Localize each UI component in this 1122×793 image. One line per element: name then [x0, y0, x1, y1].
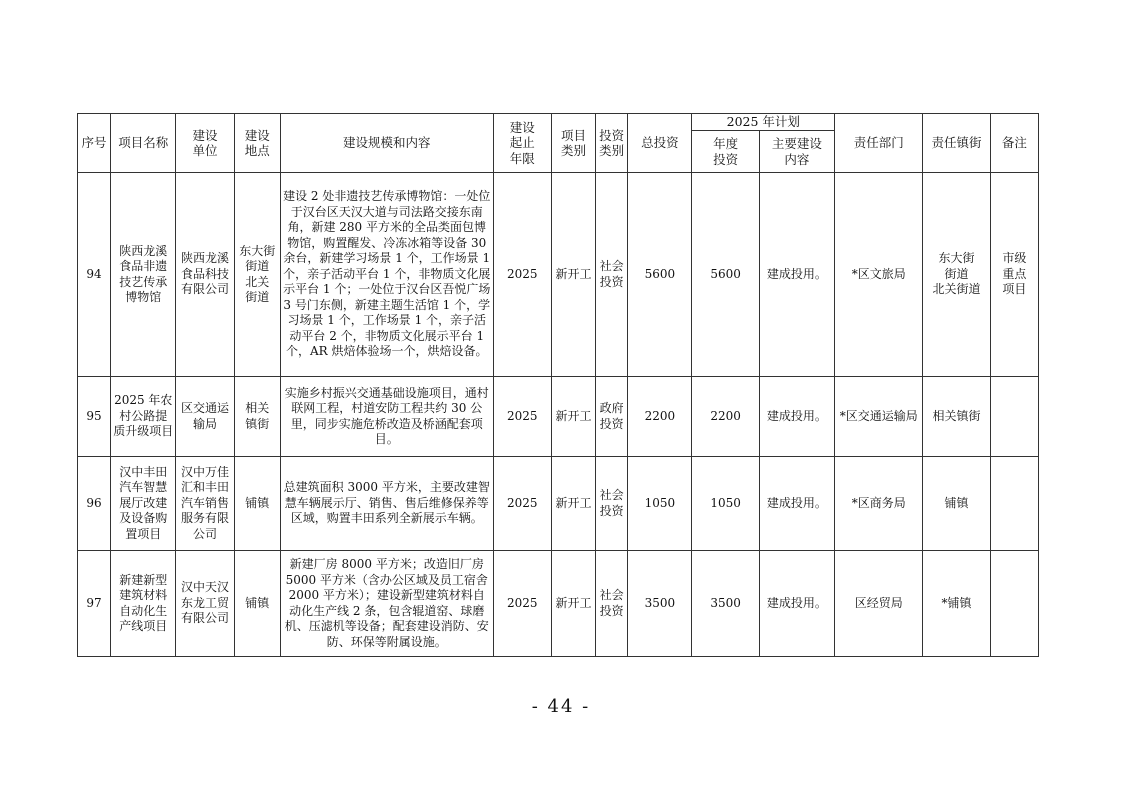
- cell-category: 新开工: [551, 173, 595, 377]
- cell-street: 东大街 街道 北关街道: [923, 173, 990, 377]
- cell-plan-content: 建成投用。: [759, 377, 834, 457]
- header-seq: 序号: [78, 114, 111, 173]
- cell-content: 新建厂房 8000 平方米；改造旧厂房 5000 平方米（含办公区域及员工宿舍 2000 平方米）；建设新型建筑材料自动化生产线 2 条，包含辊道窑、球磨机、压滤机等设备；配套建设消防、安防、环保等附属设施。: [280, 551, 493, 657]
- cell-plan-content: 建成投用。: [759, 457, 834, 551]
- cell-street: 相关镇街: [923, 377, 990, 457]
- header-invest-type: 投资 类别: [596, 114, 628, 173]
- cell-name: 2025 年农 村公路提 质升级项目: [111, 377, 176, 457]
- cell-plan-invest: 3500: [692, 551, 759, 657]
- header-category: 项目 类别: [551, 114, 595, 173]
- cell-plan-invest: 5600: [692, 173, 759, 377]
- cell-remark: [990, 377, 1038, 457]
- header-plan-invest: 年度 投资: [692, 131, 759, 173]
- cell-remark: 市级 重点 项目: [990, 173, 1038, 377]
- cell-period: 2025: [493, 551, 551, 657]
- cell-total: 3500: [628, 551, 692, 657]
- cell-remark: [990, 551, 1038, 657]
- cell-invest-type: 社会 投资: [596, 173, 628, 377]
- cell-unit: 汉中万佳 汇和丰田 汽车销售 服务有限 公司: [176, 457, 234, 551]
- header-location: 建设 地点: [234, 114, 280, 173]
- cell-location: 铺镇: [234, 457, 280, 551]
- cell-total: 5600: [628, 173, 692, 377]
- cell-seq: 96: [78, 457, 111, 551]
- cell-invest-type: 社会 投资: [596, 457, 628, 551]
- table-row: [78, 173, 1039, 377]
- cell-seq: 94: [78, 173, 111, 377]
- header-unit: 建设 单位: [176, 114, 234, 173]
- cell-content: 建设 2 处非遗技艺传承博物馆：一处位于汉台区天汉大道与司法路交接东南角，新建 280 平方米的全品类面包博物馆，购置醒发、冷冻冰箱等设备 30 余台，新建学习场景 1 个，工作场景 1 个，亲子活动平台 1 个，非物质文化展示平台 1 个；一处位于汉台区吾悦广场 3 号门东侧，新建主题生活馆 1 个，学习场景 1 个，工作场景 1 个，亲子活动平台 2 个，非物质文化展示平台 1 个，AR 烘焙体验场一个，烘焙设备。: [280, 173, 493, 377]
- cell-location: 东大街 街道 北关 街道: [234, 173, 280, 377]
- cell-total: 1050: [628, 457, 692, 551]
- cell-period: 2025: [493, 457, 551, 551]
- cell-location: 铺镇: [234, 551, 280, 657]
- cell-name: 陕西龙溪 食品非遗 技艺传承 博物馆: [111, 173, 176, 377]
- cell-category: 新开工: [551, 551, 595, 657]
- cell-dept: *区文旅局: [835, 173, 923, 377]
- project-table: [77, 113, 1039, 657]
- cell-dept: *区交通运输局: [835, 377, 923, 457]
- header-name: 项目名称: [111, 114, 176, 173]
- header-plan-content: 主要建设 内容: [759, 131, 834, 173]
- cell-invest-type: 社会 投资: [596, 551, 628, 657]
- header-period: 建设 起止 年限: [493, 114, 551, 173]
- page-number: - 44 -: [531, 696, 591, 717]
- cell-name: 新建新型 建筑材料 自动化生 产线项目: [111, 551, 176, 657]
- cell-name: 汉中丰田 汽车智慧 展厅改建 及设备购 置项目: [111, 457, 176, 551]
- header-remark: 备注: [990, 114, 1038, 173]
- cell-unit: 区交通运 输局: [176, 377, 234, 457]
- cell-street: *铺镇: [923, 551, 990, 657]
- cell-seq: 95: [78, 377, 111, 457]
- cell-period: 2025: [493, 377, 551, 457]
- cell-street: 铺镇: [923, 457, 990, 551]
- table-row: [78, 377, 1039, 457]
- header-street: 责任镇街: [923, 114, 990, 173]
- cell-content: 实施乡村振兴交通基础设施项目，通村联网工程，村道安防工程共约 30 公里，同步实施危桥改造及桥涵配套项目。: [280, 377, 493, 457]
- cell-dept: *区商务局: [835, 457, 923, 551]
- cell-remark: [990, 457, 1038, 551]
- table-header: [78, 114, 1039, 173]
- cell-content: 总建筑面积 3000 平方米，主要改建智慧车辆展示厅、销售、售后维修保养等区域，购置丰田系列全新展示车辆。: [280, 457, 493, 551]
- table-row: [78, 457, 1039, 551]
- header-total: 总投资: [628, 114, 692, 173]
- cell-category: 新开工: [551, 457, 595, 551]
- cell-plan-content: 建成投用。: [759, 551, 834, 657]
- table-row: [78, 551, 1039, 657]
- cell-unit: 汉中天汉 东龙工贸 有限公司: [176, 551, 234, 657]
- cell-seq: 97: [78, 551, 111, 657]
- cell-location: 相关 镇街: [234, 377, 280, 457]
- header-plan-group: 2025 年计划: [692, 114, 835, 131]
- cell-category: 新开工: [551, 377, 595, 457]
- cell-total: 2200: [628, 377, 692, 457]
- header-content: 建设规模和内容: [280, 114, 493, 173]
- cell-dept: 区经贸局: [835, 551, 923, 657]
- cell-period: 2025: [493, 173, 551, 377]
- cell-plan-invest: 2200: [692, 377, 759, 457]
- cell-invest-type: 政府 投资: [596, 377, 628, 457]
- cell-plan-content: 建成投用。: [759, 173, 834, 377]
- header-dept: 责任部门: [835, 114, 923, 173]
- cell-unit: 陕西龙溪 食品科技 有限公司: [176, 173, 234, 377]
- cell-plan-invest: 1050: [692, 457, 759, 551]
